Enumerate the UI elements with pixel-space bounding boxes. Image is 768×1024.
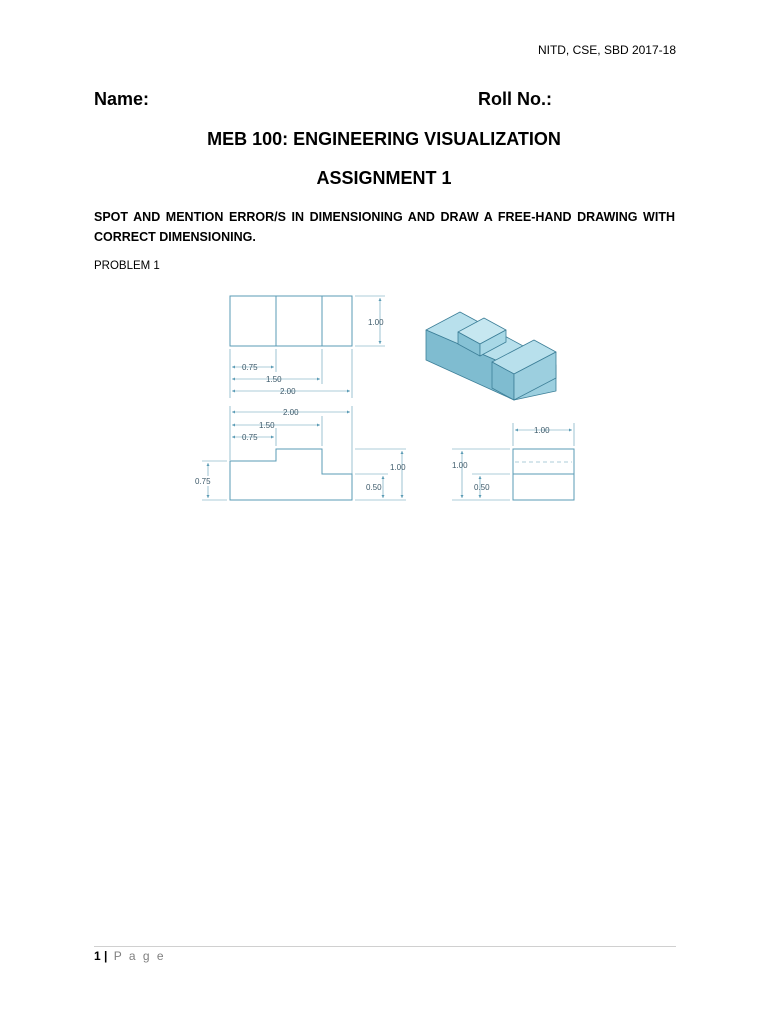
problem-label: PROBLEM 1 xyxy=(94,260,160,272)
name-label: Name: xyxy=(94,89,150,109)
top-dim-0: 0.75 xyxy=(242,363,258,372)
running-header: NITD, CSE, SBD 2017-18 xyxy=(537,43,676,57)
side-view xyxy=(452,423,574,500)
page-number: 1 xyxy=(94,949,101,963)
front-dim-0: 2.00 xyxy=(283,408,299,417)
course-title: MEB 100: ENGINEERING VISUALIZATION xyxy=(207,129,561,149)
front-right-step: 0.50 xyxy=(366,483,382,492)
footer-separator: | xyxy=(104,949,108,963)
top-dim-1: 1.50 xyxy=(266,375,282,384)
roll-number-label: Roll No.: xyxy=(478,89,552,109)
footer-rule xyxy=(94,946,676,947)
side-step-dim: 0.50 xyxy=(474,483,490,492)
orthographic-drawing-figure xyxy=(192,288,586,508)
side-width-dim: 1.00 xyxy=(534,426,550,435)
assignment-title: ASSIGNMENT 1 xyxy=(316,168,452,188)
front-right-height: 1.00 xyxy=(390,463,406,472)
top-dim-2: 2.00 xyxy=(280,387,296,396)
top-view xyxy=(230,296,385,398)
side-height-dim: 1.00 xyxy=(452,461,468,470)
front-dim-1: 1.50 xyxy=(259,421,275,430)
page-footer xyxy=(94,949,166,963)
isometric-view xyxy=(426,305,556,401)
front-dim-2: 0.75 xyxy=(242,433,258,442)
page-label: P a g e xyxy=(113,949,166,963)
student-fields xyxy=(94,89,574,110)
instructions-text: SPOT AND MENTION ERROR/S IN DIMENSIONING AND DRAW A FREE-HAND DRAWING WITH CORRECT DIMENSIONING. xyxy=(94,210,675,244)
front-left-height: 0.75 xyxy=(195,477,211,486)
top-height-dim: 1.00 xyxy=(368,318,384,327)
